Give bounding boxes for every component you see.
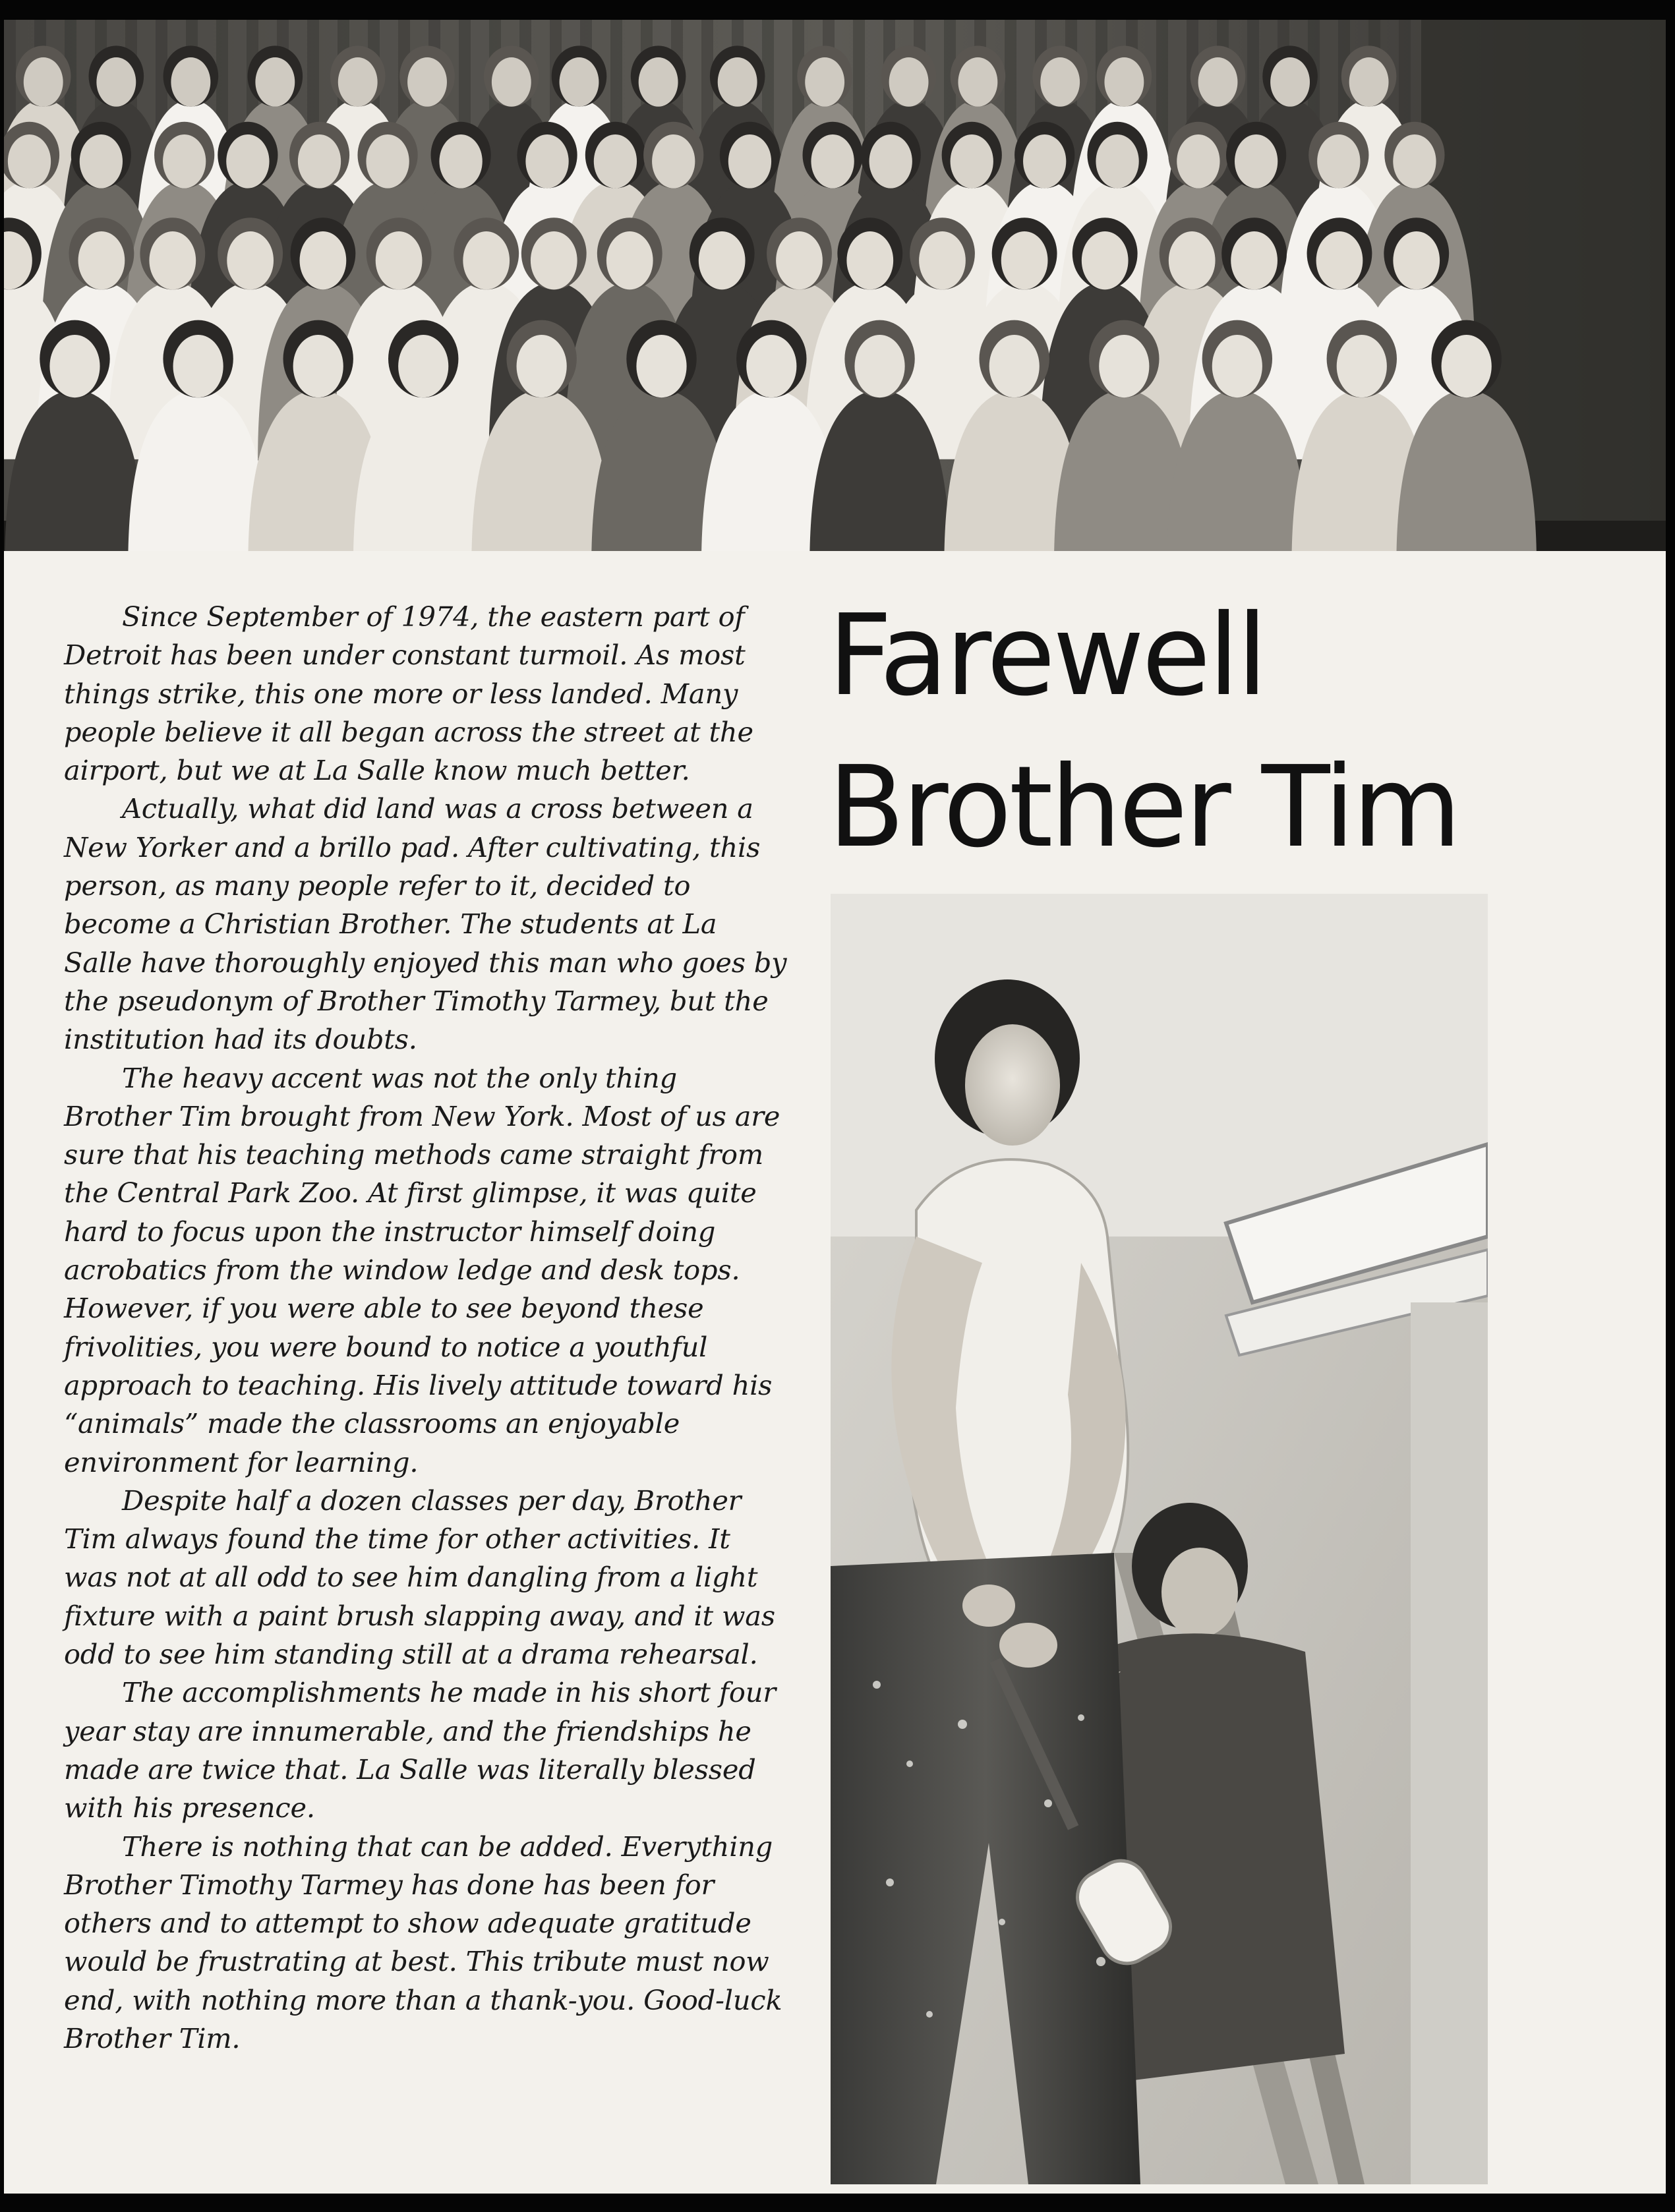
portrait-photo [831, 894, 1488, 2184]
group-photo [4, 20, 1666, 551]
scan-border-left [0, 0, 4, 2212]
scan-border-top [0, 0, 1675, 20]
article-paragraph: Actually, what did land was a cross between a New Yorker and a brillo pad. After cultivating, this person, as many people refer to it, decided to become a Christian Brother. The students at La Salle have thoroughly enjoyed this man who goes by the pseudonym of Brother Timothy Tarmey, but the institution had its doubts. [64, 792, 787, 1056]
group-photo-icon [4, 20, 1666, 551]
article-paragraph: Despite half a dozen classes per day, Brother Tim always found the time for other activities. It was not at all odd to see him dangling from a light fixture with a paint brush slapping away, and it was odd to see him standing still at a drama rehearsal. [64, 1484, 775, 1671]
headline [828, 580, 1639, 883]
article-paragraph: Since September of 1974, the eastern part of Detroit has been under constant turmoil. As most things strike, this one more or less landed. Many people believe it all began across the street at the airport, but we at La Salle know much better. [64, 600, 753, 787]
headline-line-2: Brother Tim [828, 742, 1459, 873]
scan-border-bottom [0, 2194, 1675, 2212]
scan-border-right [1666, 0, 1675, 2212]
article-paragraph: There is nothing that can be added. Everything Brother Timothy Tarmey has done has been for others and to attempt to show adequate gratitude would be frustrating at best. This tribute must now end, with nothing more than a thank-you. Good-luck Brother Tim. [64, 1830, 782, 2054]
article-body [64, 598, 789, 2058]
article-paragraph: The accomplishments he made in his short four year stay are innumerable, and the friendships he made are twice that. La Salle was literally blessed with his presence. [64, 1676, 776, 1824]
headline-line-1: Farewell [828, 591, 1266, 721]
article-paragraph: The heavy accent was not the only thing Brother Tim brought from New York. Most of us are sure that his teaching methods came straight from the Central Park Zoo. At first glimpse, it was quite hard to focus upon the instructor himself doing acrobatics from the window ledge and desk tops. However, if you were able to see beyond these frivolities, you were bound to notice a youthful approach to teaching. His lively attitude toward his “animals” made the classrooms an enjoyable environment for learning. [64, 1061, 780, 1478]
portrait-photo-icon [831, 894, 1488, 2184]
